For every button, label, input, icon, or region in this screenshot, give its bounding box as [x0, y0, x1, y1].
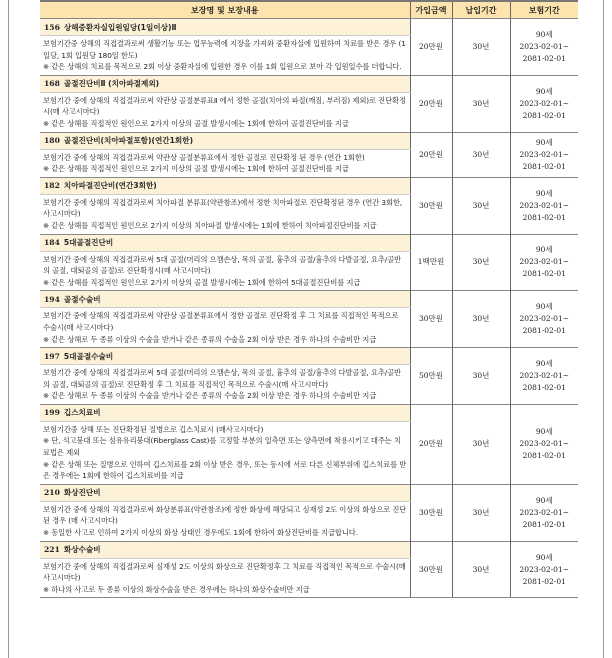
amount-cell: 20만원 [410, 75, 452, 132]
coverage-name: 골절수술비 [63, 294, 101, 304]
payment-period-cell: 30년 [452, 132, 510, 177]
insurance-period-from: 2023-02-01~ [519, 149, 570, 159]
amount-cell: 30만원 [410, 484, 452, 541]
insurance-period-cell [510, 19, 578, 76]
coverage-name: 상해중환자실입원일당(1일이상)Ⅱ [63, 22, 177, 32]
insurance-period-from: 2023-02-01~ [519, 564, 570, 574]
coverage-title [40, 484, 410, 501]
payment-period-cell: 30년 [452, 404, 510, 484]
insurance-period-age: 90세 [535, 552, 553, 562]
description-line: 보험기간 중에 상해의 직접결과로써 치아파절 분류표(약관참조)에서 정한 치아파절로 진단확정된 경우 (연간 3회한, 사고시마다) [43, 197, 403, 219]
coverage-title-row [40, 484, 578, 501]
coverage-title-row [40, 132, 578, 149]
description-line: ※ 같은 상해로 두 종류 이상의 수술을 받거나 같은 종류의 수술을 2회 이상 받은 경우 하나의 수술비만 지급 [43, 334, 377, 344]
insurance-period-from: 2023-02-01~ [519, 507, 570, 517]
coverage-description [40, 92, 410, 132]
coverage-code: 168 [44, 79, 60, 89]
coverage-description [40, 365, 410, 405]
coverage-description [40, 194, 410, 234]
description-line: 보험기간중 상해 또는 진단확정된 질병으로 깁스치료시 (매사고시마다) [43, 424, 264, 434]
coverage-description [40, 501, 410, 541]
coverage-title-row [40, 541, 578, 558]
insurance-period-cell [510, 132, 578, 177]
coverage-title-row [40, 291, 578, 308]
coverage-description [40, 308, 410, 348]
amount-cell: 30만원 [410, 541, 452, 598]
description-line: ※ 같은 상해를 직접적인 원인으로 2가지 이상의 골절 발생시에는 1회에 한하여 골절진단비를 지급 [43, 164, 349, 174]
insurance-period-to: 2081-02-01 [522, 161, 566, 171]
description-line: ※ 단, 석고붕대 또는 섬유유리붕대(Fiberglass Cast)를 고정할 부분의 일측면 또는 양측면에 착용시키고 대주는 치료법은 제외 [43, 436, 401, 458]
insurance-period-from: 2023-02-01~ [519, 314, 570, 324]
coverage-name: 화상진단비 [63, 488, 101, 498]
payment-period-cell: 30년 [452, 484, 510, 541]
coverage-name: 5대골절수술비 [63, 351, 114, 361]
amount-cell: 1백만원 [410, 234, 452, 291]
payment-period-cell: 30년 [452, 291, 510, 348]
insurance-period-cell [510, 75, 578, 132]
insurance-period-to: 2081-02-01 [522, 451, 566, 461]
payment-period-cell: 30년 [452, 19, 510, 76]
description-line: 보험기간 중에 상해의 직접결과로써 약관상 골절분류표에서 정한 골절로 진단확정 후 그 치료를 직접적인 목적으로 수술시(매 사고시마다) [43, 311, 399, 332]
amount-cell: 30만원 [410, 177, 452, 234]
amount-cell: 30만원 [410, 291, 452, 348]
coverage-title-row [40, 75, 578, 92]
coverage-title [40, 132, 410, 149]
amount-cell: 20만원 [410, 19, 452, 76]
coverage-title [40, 291, 410, 308]
description-line: ※ 같은 상해를 직접적인 원인으로 2가지 이상의 치아파절 발생시에는 1회에 한하여 치아파절진단비를 지급 [43, 220, 377, 230]
insurance-period-age: 90세 [535, 495, 553, 505]
insurance-period-age: 90세 [535, 188, 553, 198]
header-coverage: 보장명 및 보장내용 [40, 1, 410, 19]
header-amount: 가입금액 [410, 1, 452, 19]
coverage-code: 194 [44, 294, 60, 304]
insurance-period-cell [510, 404, 578, 484]
insurance-period-from: 2023-02-01~ [519, 200, 570, 210]
coverage-title [40, 541, 410, 558]
coverage-name: 5대골절진단비 [63, 238, 114, 248]
payment-period-cell: 30년 [452, 348, 510, 405]
coverage-code: 180 [44, 136, 60, 146]
coverage-title [40, 404, 410, 421]
coverage-description [40, 149, 410, 177]
coverage-title [40, 234, 410, 251]
insurance-period-to: 2081-02-01 [522, 212, 566, 222]
payment-period-cell: 30년 [452, 177, 510, 234]
insurance-period-cell [510, 484, 578, 541]
header-payment-period: 납입기간 [452, 1, 510, 19]
insurance-period-cell [510, 177, 578, 234]
insurance-period-cell [510, 291, 578, 348]
amount-cell: 20만원 [410, 132, 452, 177]
coverage-description [40, 251, 410, 291]
insurance-period-cell [510, 348, 578, 405]
insurance-period-from: 2023-02-01~ [519, 370, 570, 380]
insurance-period-age: 90세 [535, 427, 553, 437]
insurance-period-to: 2081-02-01 [522, 382, 566, 392]
coverage-name: 화상수술비 [63, 545, 101, 555]
coverage-title [40, 75, 410, 92]
payment-period-cell: 30년 [452, 541, 510, 598]
coverage-code: 197 [44, 351, 60, 361]
coverage-title-row [40, 19, 578, 36]
coverage-code: 156 [44, 22, 60, 32]
insurance-period-from: 2023-02-01~ [519, 439, 570, 449]
coverage-title [40, 19, 410, 36]
coverage-name: 치아파절진단비(연간3회한) [63, 181, 157, 191]
insurance-period-age: 90세 [535, 245, 553, 255]
description-line: ※ 같은 상해 또는 질병으로 인하여 깁스치료를 2회 이상 받은 경우, 또는 동시에 서로 다른 신체부위에 깁스치료를 받은 경우에는 1회에 한하여 깁스치료비를 지급 [43, 459, 407, 481]
amount-cell: 20만원 [410, 404, 452, 484]
coverage-description [40, 558, 410, 598]
insurance-period-to: 2081-02-01 [522, 576, 566, 586]
insurance-period-age: 90세 [535, 302, 553, 312]
coverage-description [40, 421, 410, 484]
insurance-period-cell [510, 234, 578, 291]
description-line: 보험기간 중에 상해의 직접결과로써 약관상 골절분류표Ⅱ 에서 정한 골절(치아의 파절(깨짐, 부러짐) 제외)로 진단확정시(매 사고시마다) [43, 95, 406, 117]
description-line: ※ 하나의 사고로 두 종류 이상의 화상수술을 받은 경우에는 하나의 화상수술비만 지급 [43, 584, 310, 594]
coverage-title-row [40, 404, 578, 421]
insurance-period-from: 2023-02-01~ [519, 257, 570, 267]
description-line: ※ 같은 상해의 치료를 목적으로 2회 이상 중환자실에 입원한 경우 이를 1회 입원으로 보아 각 입원일수를 더합니다. [43, 62, 402, 72]
insurance-period-to: 2081-02-01 [522, 53, 566, 63]
description-line: ※ 같은 상해로 두 종류 이상의 수술을 받거나 같은 종류의 수술을 2회 이상 받은 경우 하나의 수술비만 지급 [43, 391, 377, 401]
coverage-title-row [40, 348, 578, 365]
description-line: 보험기간 중에 상해의 직접결과로써 5대 골절(머리의 으깸손상, 목의 골절, 흉추의 골절/흉추의 다발골절, 요추/골반의 골절, 대퇴골의 골절)로 진단확정 후 그 치료를 직접적인 목적으로 수술시(매 사고시마다) [43, 368, 401, 389]
coverage-title-row [40, 234, 578, 251]
coverage-code: 184 [44, 238, 60, 248]
insurance-period-from: 2023-02-01~ [519, 41, 570, 51]
description-line: 보험기간 중에 상해의 직접결과로써 심재성 2도 이상의 화상으로 진단확정후 그 치료를 직접적인 목적으로 수술시(매 사고시마다) [43, 561, 406, 583]
coverage-title-row [40, 177, 578, 194]
header-insurance-period: 보험기간 [510, 1, 578, 19]
coverage-code: 221 [44, 545, 60, 555]
description-line: 보험기간 중에 상해의 직접결과로써 화상분류표(약관참조)에 정한 화상에 해당되고 심재성 2도 이상의 화상으로 진단된 경우 (매 사고시마다) [43, 504, 407, 526]
coverage-title [40, 177, 410, 194]
coverage-name: 골절진단비(치아파절포함)(연간1회한) [63, 136, 194, 146]
coverage-code: 199 [44, 408, 60, 418]
description-line: ※ 같은 상해를 직접적인 원인으로 2가지 이상의 골절 발생시에는 1회에 한하여 골절진단비를 지급 [43, 118, 349, 128]
insurance-period-age: 90세 [535, 137, 553, 147]
coverage-code: 210 [44, 488, 60, 498]
description-line: ※ 동일한 사고로 인하여 2가지 이상의 화상 상태인 경우에도 1회에 한하여 화상진단비를 지급합니다. [43, 528, 358, 538]
insurance-period-to: 2081-02-01 [522, 110, 566, 120]
insurance-period-to: 2081-02-01 [522, 519, 566, 529]
payment-period-cell: 30년 [452, 75, 510, 132]
coverage-name: 골절진단비Ⅱ (치아파절제외) [63, 79, 160, 89]
insurance-period-age: 90세 [535, 29, 553, 39]
description-line: 보험기간 중에 상해의 직접결과로써 5대 골절(머리의 으깸손상, 목의 골절, 흉추의 골절/흉추의 다발골절, 요추/골반의 골절, 대퇴골의 골절)로 진단확정시(매 사고시마다) [43, 254, 401, 276]
coverage-name: 깁스치료비 [63, 408, 101, 418]
payment-period-cell: 30년 [452, 234, 510, 291]
amount-cell: 50만원 [410, 348, 452, 405]
coverage-code: 182 [44, 181, 60, 191]
table-header [40, 1, 578, 19]
insurance-period-age: 90세 [535, 358, 553, 368]
description-line: 보험기간 중에 상해의 직접결과로써 약관상 골절분류표에서 정한 골절로 진단확정 된 경우 (연간 1회한) [43, 152, 365, 162]
coverage-title [40, 348, 410, 365]
description-line: 보험기간중 상해의 직접결과로써 생활기능 또는 업무능력에 지장을 가져와 중환자실에 입원하여 치료를 받은 경우 (1일당, 1회 입원당 180일 한도) [43, 39, 406, 60]
insurance-period-to: 2081-02-01 [522, 326, 566, 336]
insurance-period-cell [510, 541, 578, 598]
insurance-period-from: 2023-02-01~ [519, 98, 570, 108]
insurance-period-age: 90세 [535, 86, 553, 96]
coverage-table [40, 0, 578, 598]
insurance-period-to: 2081-02-01 [522, 269, 566, 279]
description-line: ※ 같은 상해를 직접적인 원인으로 2가지 이상의 골절 발생시에는 1회에 한하여 5대골절진단비를 지급 [43, 277, 361, 287]
coverage-description [40, 36, 410, 76]
